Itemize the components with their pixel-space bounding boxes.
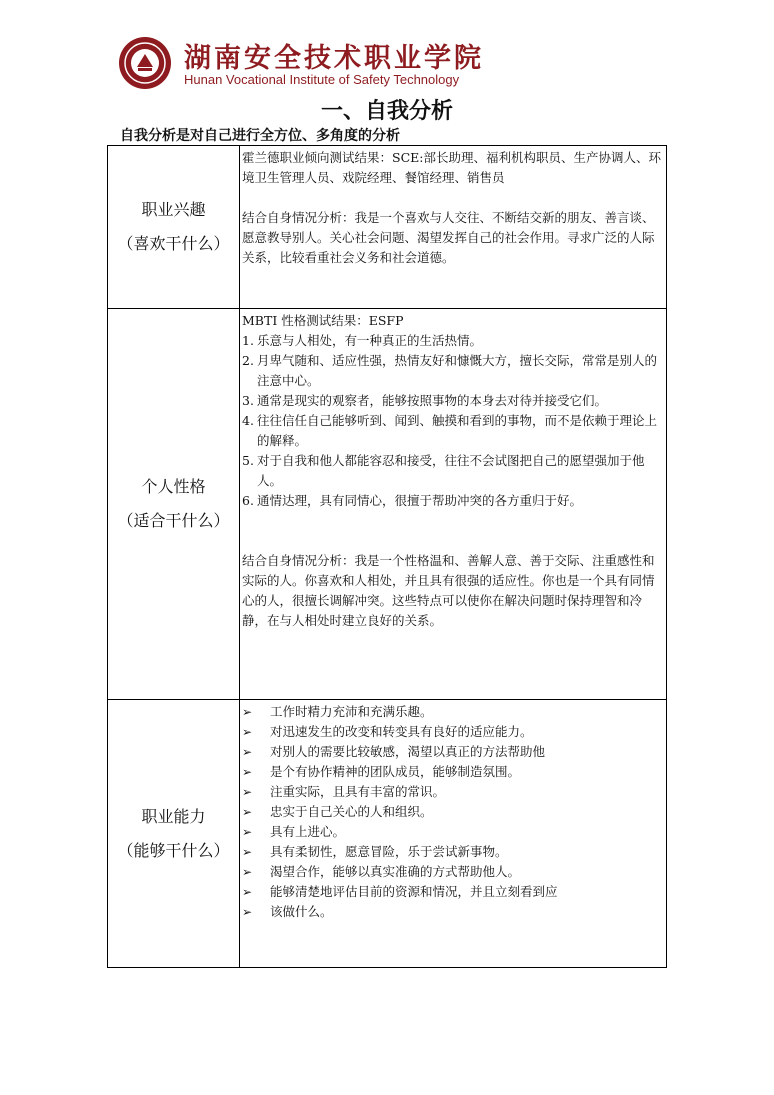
arrow-bullet-icon: ➢ <box>242 765 253 779</box>
table-row-ability <box>108 700 667 968</box>
arrow-bullet-icon: ➢ <box>242 805 253 819</box>
row-label <box>108 309 240 700</box>
list-item: ➢ 忠实于自己关心的人和组织。 <box>242 802 664 822</box>
school-seal-icon <box>118 36 172 90</box>
arrow-bullet-icon: ➢ <box>242 845 253 859</box>
list-item: ➢ 具有柔韧性，愿意冒险，乐于尝试新事物。 <box>242 842 664 862</box>
row-label <box>108 146 240 309</box>
arrow-bullet-icon: ➢ <box>242 725 253 739</box>
table-row-personality <box>108 309 667 700</box>
arrow-bullet-icon: ➢ <box>242 705 253 719</box>
arrow-bullet-icon: ➢ <box>242 745 253 759</box>
list-item: ➢ 对别人的需要比较敏感，渴望以真正的方法帮助他 <box>242 742 664 762</box>
school-name-cn: 湖南安全技术职业学院 <box>184 43 484 74</box>
school-name-en: Hunan Vocational Institute of Safety Technology <box>184 72 460 87</box>
holland-result: 霍兰德职业倾向测试结果：SCE:部长助理、福利机构职员、生产协调人、环境卫生管理人员、戏院经理、餐馆经理、销售员 <box>242 150 661 185</box>
list-item: 6. 通情达理，具有同情心，很擅于帮助冲突的各方重归于好。 <box>242 493 583 508</box>
label-sub: （适合干什么） <box>117 511 230 530</box>
analysis-table <box>107 145 667 968</box>
list-item: 3. 通常是现实的观察者，能够按照事物的本身去对待并接受它们。 <box>242 393 608 408</box>
label-main: 职业兴趣 <box>141 200 206 219</box>
list-item: ➢ 该做什么。 <box>242 902 664 922</box>
row-content <box>240 146 667 309</box>
list-item: ➢ 渴望合作，能够以真实准确的方式帮助他人。 <box>242 862 664 882</box>
list-item: ➢ 能够清楚地评估目前的资源和情况，并且立刻看到应 <box>242 882 664 902</box>
list-item: 1. 乐意与人相处，有一种真正的生活热情。 <box>242 333 483 348</box>
section-title: 一、自我分析 <box>320 99 453 124</box>
interest-analysis: 结合自身情况分析：我是一个喜欢与人交往、不断结交新的朋友、善言谈、愿意教导别人。关心社会问题、渴望发挥自己的社会作用。寻求广泛的人际关系，比较看重社会义务和社会道德。 <box>242 210 655 265</box>
list-item: ➢ 工作时精力充沛和充满乐趣。 <box>242 702 664 722</box>
list-item: ➢ 对迅速发生的改变和转变具有良好的适应能力。 <box>242 722 664 742</box>
list-item: 4. 往往信任自己能够听到、闻到、触摸和看到的事物，而不是依赖于理论上的解释。 <box>242 413 658 448</box>
row-content <box>240 309 667 700</box>
arrow-bullet-icon: ➢ <box>242 885 253 899</box>
arrow-bullet-icon: ➢ <box>242 785 253 799</box>
list-item: ➢ 具有上进心。 <box>242 822 664 842</box>
list-item: 5. 对于自我和他人都能容忍和接受，往往不会试图把自己的愿望强加于他人。 <box>242 453 645 488</box>
label-main: 职业能力 <box>141 806 206 826</box>
table-row-interest <box>108 146 667 309</box>
personality-analysis: 结合自身情况分析：我是一个性格温和、善解人意、善于交际、注重感性和实际的人。你喜欢和人相处，并且具有很强的适应性。你也是一个具有同情心的人，很擅长调解冲突。这些特点可以使你在解决问题时保持理智和冷静，在与人相处时建立良好的关系。 <box>242 553 655 628</box>
list-item: ➢ 是个有协作精神的团队成员，能够制造氛围。 <box>242 762 664 782</box>
label-sub: （能够干什么） <box>117 840 230 860</box>
arrow-bullet-icon: ➢ <box>242 865 253 879</box>
subtitle: 自我分析是对自己进行全方位、多角度的分析 <box>120 128 400 144</box>
label-sub: （喜欢干什么） <box>117 234 230 253</box>
row-label <box>108 700 240 968</box>
school-logo <box>112 34 484 92</box>
arrow-bullet-icon: ➢ <box>242 905 253 919</box>
label-main: 个人性格 <box>141 477 206 496</box>
mbti-result: MBTI 性格测试结果：ESFP <box>242 313 404 328</box>
row-content <box>240 700 667 968</box>
list-item: ➢ 注重实际，且具有丰富的常识。 <box>242 782 664 802</box>
arrow-bullet-icon: ➢ <box>242 825 253 839</box>
list-item: 2. 月卑气随和、适应性强，热情友好和慷慨大方，擅长交际，常常是别人的注意中心。 <box>242 353 658 388</box>
